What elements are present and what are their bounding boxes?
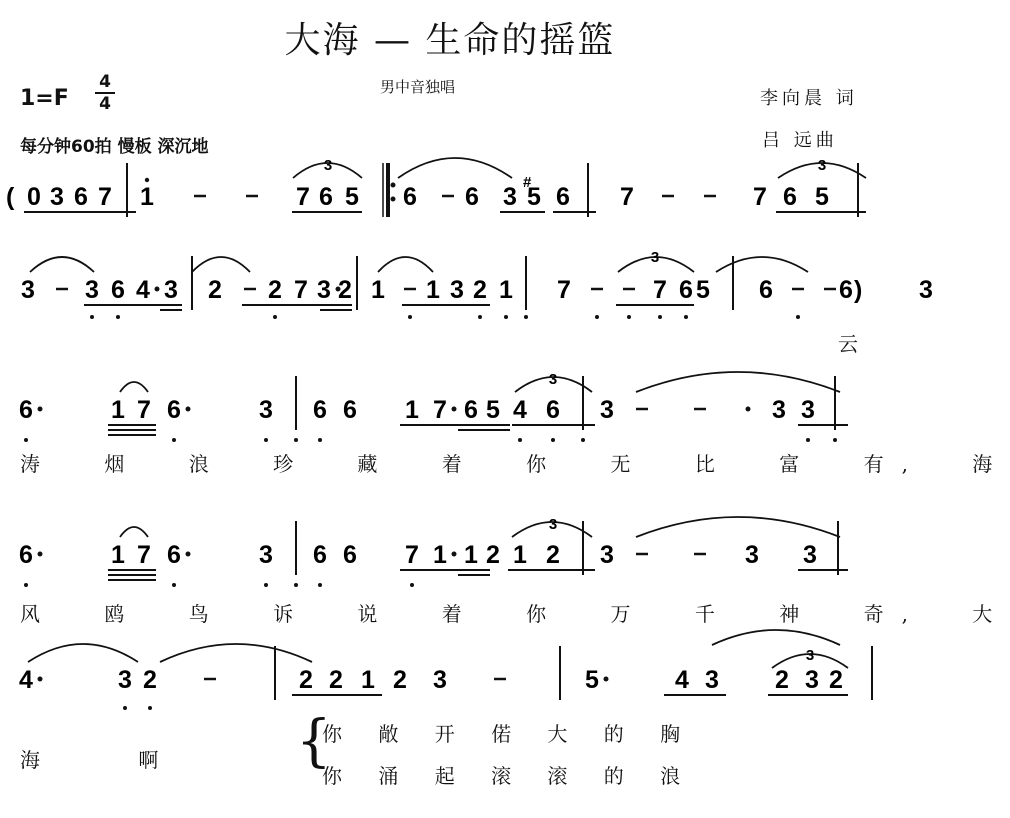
note: 2 [143,666,157,694]
note: 6 [465,183,479,211]
line-1-notation [6,157,866,217]
slur-arc [636,372,840,392]
low-octave-dot [24,583,28,587]
verse-brace: { [296,709,332,774]
note: 5 [585,666,599,694]
line-4-notation [19,516,848,587]
note: 6 [839,276,853,304]
line-2-notation [21,249,933,319]
triplet-mark: 3 [548,516,558,533]
note: 6 [319,183,333,211]
line-3-notation [19,371,848,442]
lyrics-verse-2: 你 涌 起 滚 滚 的 浪 [322,764,682,788]
lyrics-line-5: 海 啊 [20,748,160,772]
note: 2 [299,666,313,694]
note: 6 [679,276,693,304]
note: 5 [486,396,500,424]
note: 3 [164,276,178,304]
slur-arc [712,630,840,645]
note: 3 [85,276,99,304]
note: 6 [464,396,478,424]
note: 4 [19,666,33,694]
note: 0 [27,183,41,211]
slur-arc [160,644,312,662]
note: 3 [919,276,933,304]
low-octave-dot [294,438,298,442]
low-octave-dot [273,315,277,319]
low-octave-dot [172,438,176,442]
augmentation-dot [186,552,191,557]
low-octave-dot [116,315,120,319]
note: 1 [513,541,527,569]
low-octave-dot [294,583,298,587]
note: 6 [546,396,560,424]
slur-arc [716,257,808,272]
note: 6 [74,183,88,211]
note: 2 [338,276,352,304]
note: 3 [433,666,447,694]
note: 7 [557,276,571,304]
note: 6 [343,396,357,424]
note: 1 [361,666,375,694]
note: 3 [745,541,759,569]
time-signature-bottom: 4 [99,94,111,114]
repeat-dot [391,183,396,188]
note: 3 [259,396,273,424]
note: 6 [19,396,33,424]
note: 6 [403,183,417,211]
note: 3 [450,276,464,304]
slur-arc [30,257,94,272]
note: 1 [111,541,125,569]
slur-arc [28,644,138,662]
note: 1 [405,396,419,424]
note: 5 [696,276,710,304]
augmentation-dot [155,287,160,292]
note: 2 [268,276,282,304]
note: 1 [111,396,125,424]
note: 2 [329,666,343,694]
low-octave-dot [833,438,837,442]
performance-type: 男中音独唱 [380,78,456,96]
note: 1 [426,276,440,304]
low-octave-dot [524,315,528,319]
augmentation-dot [38,407,43,412]
note: 3 [259,541,273,569]
note: 3 [600,396,614,424]
note: 7 [753,183,767,211]
note: 2 [486,541,500,569]
low-octave-dot [595,315,599,319]
note: 4 [136,276,150,304]
note: 6 [19,541,33,569]
lyrics-line-2: 云 [838,332,859,356]
note: 7 [137,396,151,424]
note: 2 [393,666,407,694]
note: 3 [705,666,719,694]
augmentation-dot [452,407,457,412]
note: 6 [111,276,125,304]
slur-arc [192,257,250,272]
note: 3 [21,276,35,304]
note: 6 [556,183,570,211]
augmentation-dot [604,677,609,682]
triplet-mark: 3 [548,371,558,388]
note: 6 [313,396,327,424]
note: 3 [801,396,815,424]
note: 6 [759,276,773,304]
slur-arc [120,527,148,537]
low-octave-dot [796,315,800,319]
low-octave-dot [408,315,412,319]
lyrics-verse-1: 你 敞 开 偌 大 的 胸 [322,722,682,746]
note: 4 [513,396,527,424]
low-octave-dot [410,583,414,587]
augmentation-dot [186,407,191,412]
note: 6 [167,541,181,569]
high-octave-dot [145,178,149,182]
low-octave-dot [658,315,662,319]
note: 6 [343,541,357,569]
triplet-mark: 3 [805,647,815,664]
note: 2 [829,666,843,694]
low-octave-dot [518,438,522,442]
repeat-dot [391,197,396,202]
note: 6 [313,541,327,569]
note: 3 [600,541,614,569]
note: 5 [815,183,829,211]
note: 6 [167,396,181,424]
note: 3 [118,666,132,694]
note: 5 [527,183,541,211]
augmentation-dot [38,677,43,682]
low-octave-dot [318,438,322,442]
triplet-mark: 3 [323,157,333,174]
line-5-notation [19,630,872,710]
note: 3 [805,666,819,694]
note: 1 [371,276,385,304]
slur-arc [636,517,840,537]
note: 7 [137,541,151,569]
low-octave-dot [504,315,508,319]
low-octave-dot [806,438,810,442]
low-octave-dot [478,315,482,319]
slur-arc [378,257,433,272]
augmentation-dot [452,552,457,557]
low-octave-dot [318,583,322,587]
low-octave-dot [551,438,555,442]
low-octave-dot [90,315,94,319]
note: 3 [317,276,331,304]
slur-arc [120,382,148,392]
note: 5 [345,183,359,211]
note: 1 [433,541,447,569]
low-octave-dot [581,438,585,442]
note: 7 [405,541,419,569]
note: 4 [675,666,689,694]
note: 3 [772,396,786,424]
note: 2 [473,276,487,304]
note: 7 [620,183,634,211]
intro-open-paren: ( [6,183,15,211]
low-octave-dot [172,583,176,587]
note: 7 [653,276,667,304]
lyricist-credit: 李向晨 词 [760,88,858,109]
note: 7 [98,183,112,211]
triplet-mark: 3 [817,157,827,174]
augmentation-dot [38,552,43,557]
sharp-sign: # [523,174,532,191]
tempo-marking: 每分钟60拍 慢板 深沉地 [20,137,209,157]
key-signature: 1=F [20,86,69,111]
note: 7 [296,183,310,211]
note: 3 [803,541,817,569]
low-octave-dot [148,706,152,710]
note: 1 [464,541,478,569]
triplet-mark: 3 [650,249,660,266]
lyrics-line-3: 涛 烟 浪 珍 藏 着 你 无 比 富 有, 海 [20,452,1010,476]
note: 3 [50,183,64,211]
note: 7 [433,396,447,424]
note: 2 [546,541,560,569]
note: 1 [499,276,513,304]
composer-credit: 吕 远曲 [762,130,838,151]
note: 2 [775,666,789,694]
slur-arc [398,158,512,178]
note: 2 [208,276,222,304]
low-octave-dot [123,706,127,710]
low-octave-dot [264,583,268,587]
note: 7 [294,276,308,304]
low-octave-dot [24,438,28,442]
dot [746,407,751,412]
low-octave-dot [627,315,631,319]
low-octave-dot [684,315,688,319]
close-paren: ) [854,276,863,304]
time-signature-top: 4 [99,72,111,92]
song-title: 大海 — 生命的摇篮 [284,20,616,61]
note: 6 [783,183,797,211]
note: 1 [140,183,154,211]
note: 3 [503,183,517,211]
low-octave-dot [264,438,268,442]
lyrics-line-4: 风 鸥 鸟 诉 说 着 你 万 千 神 奇, 大 [20,602,1010,626]
